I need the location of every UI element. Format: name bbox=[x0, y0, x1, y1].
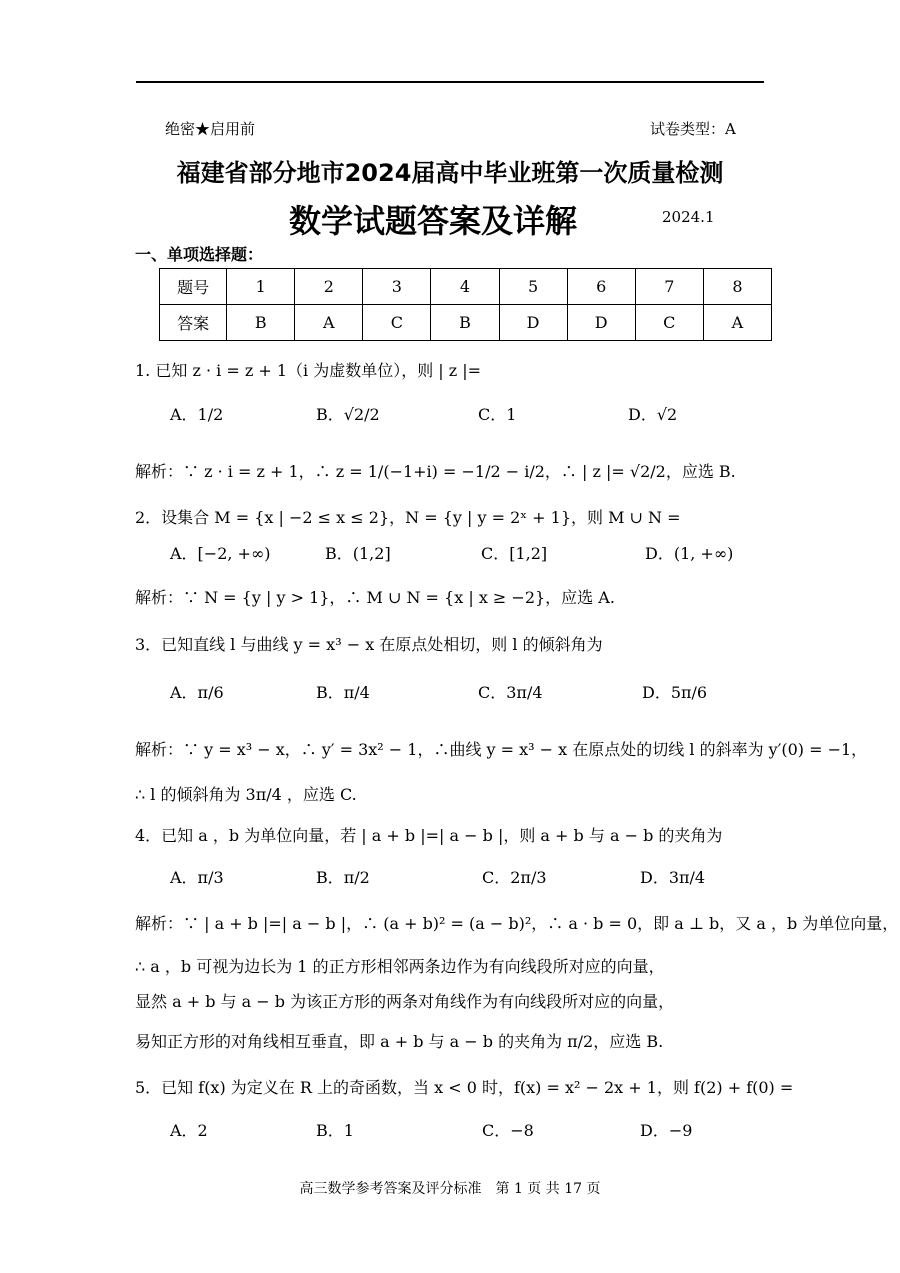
q1-option-b: B．√2/2 bbox=[316, 405, 380, 424]
secret-label: 绝密★启用前 bbox=[165, 120, 256, 138]
q2-option-b: B．(1,2] bbox=[325, 544, 391, 563]
table-row bbox=[160, 269, 772, 305]
table-cell: 1 bbox=[227, 269, 295, 305]
table-cell: 3 bbox=[363, 269, 431, 305]
top-rule bbox=[136, 81, 764, 83]
q1-stem: 1. 已知 z · i = z + 1（i 为虚数单位），则 | z |= bbox=[135, 361, 482, 380]
q2-option-d: D．(1, +∞) bbox=[645, 544, 734, 563]
q4-option-b: B．π/2 bbox=[316, 868, 370, 887]
table-cell: 4 bbox=[431, 269, 499, 305]
q1-option-d: D．√2 bbox=[628, 405, 678, 424]
table-cell: D bbox=[567, 305, 635, 341]
q3-option-d: D．5π/6 bbox=[642, 683, 708, 702]
q1-option-a: A．1/2 bbox=[170, 405, 224, 424]
q3-option-b: B．π/4 bbox=[316, 683, 370, 702]
q4-solution-line1: 解析：∵ | a + b |=| a − b |，∴ (a + b)² = (a − b)²，∴ a · b = 0，即 a ⊥ b，又 a ，b 为单位向量， bbox=[135, 914, 899, 933]
table-cell: 5 bbox=[499, 269, 567, 305]
section-heading: 一、单项选择题： bbox=[135, 245, 264, 264]
q3-solution-line1: 解析：∵ y = x³ − x，∴ y′ = 3x² − 1，∴曲线 y = x³ − x 在原点处的切线 l 的斜率为 y′(0) = −1， bbox=[135, 740, 868, 759]
q2-option-c: C．[1,2] bbox=[481, 544, 548, 563]
q3-option-c: C．3π/4 bbox=[478, 683, 543, 702]
title-line2: 数学试题答案及详解 bbox=[289, 202, 578, 240]
q4-option-c: C．2π/3 bbox=[482, 868, 547, 887]
q2-option-a: A．[−2, +∞) bbox=[170, 544, 271, 563]
table-cell: B bbox=[227, 305, 295, 341]
title-line1: 福建省部分地市2024届高中毕业班第一次质量检测 bbox=[176, 159, 724, 187]
q5-stem: 5．已知 f(x) 为定义在 R 上的奇函数，当 x < 0 时，f(x) = x² − 2x + 1，则 f(2) + f(0) = bbox=[135, 1078, 794, 1097]
table-cell: A bbox=[703, 305, 771, 341]
table-cell: 8 bbox=[703, 269, 771, 305]
q1-solution: 解析：∵ z · i = z + 1，∴ z = 1/(−1+i) = −1/2 − i/2，∴ | z |= √2/2，应选 B. bbox=[135, 462, 736, 481]
q4-stem: 4．已知 a ，b 为单位向量，若 | a + b |=| a − b |，则 a + b 与 a − b 的夹角为 bbox=[135, 826, 723, 845]
q4-solution-line4: 易知正方形的对角线相互垂直，即 a + b 与 a − b 的夹角为 π/2，应选 B. bbox=[135, 1032, 664, 1051]
page-footer: 高三数学参考答案及评分标准 第 1 页 共 17 页 bbox=[299, 1181, 601, 1197]
q3-solution-line2: ∴ l 的倾斜角为 3π/4 ，应选 C. bbox=[135, 785, 357, 804]
q3-option-a: A．π/6 bbox=[170, 683, 224, 702]
table-cell: C bbox=[635, 305, 703, 341]
q5-option-a: A．2 bbox=[170, 1121, 208, 1140]
table-cell: 2 bbox=[295, 269, 363, 305]
q4-solution-line2: ∴ a ，b 可视为边长为 1 的正方形相邻两条边作为有向线段所对应的向量， bbox=[135, 957, 665, 976]
q5-option-c: C．−8 bbox=[482, 1121, 534, 1140]
q1-option-c: C．1 bbox=[478, 405, 517, 424]
paper-type: 试卷类型：A bbox=[650, 120, 736, 138]
table-cell: C bbox=[363, 305, 431, 341]
date: 2024.1 bbox=[662, 208, 715, 226]
q5-option-d: D．−9 bbox=[640, 1121, 693, 1140]
table-cell: 7 bbox=[635, 269, 703, 305]
answer-table bbox=[159, 268, 772, 341]
table-row bbox=[160, 305, 772, 341]
q4-option-d: D．3π/4 bbox=[640, 868, 706, 887]
q4-option-a: A．π/3 bbox=[170, 868, 224, 887]
table-cell: 答案 bbox=[160, 305, 227, 341]
q4-solution-line3: 显然 a + b 与 a − b 为该正方形的两条对角线作为有向线段所对应的向量， bbox=[135, 992, 675, 1011]
table-cell: A bbox=[295, 305, 363, 341]
q2-solution: 解析：∵ N = {y | y > 1}，∴ M ∪ N = {x | x ≥ −2}，应选 A. bbox=[135, 588, 615, 607]
table-cell: B bbox=[431, 305, 499, 341]
q3-stem: 3．已知直线 l 与曲线 y = x³ − x 在原点处相切，则 l 的倾斜角为 bbox=[135, 635, 603, 654]
table-cell: 题号 bbox=[160, 269, 227, 305]
table-cell: 6 bbox=[567, 269, 635, 305]
q5-option-b: B．1 bbox=[316, 1121, 354, 1140]
q2-stem: 2．设集合 M = {x | −2 ≤ x ≤ 2}，N = {y | y = 2ˣ + 1}，则 M ∪ N = bbox=[135, 508, 681, 527]
table-cell: D bbox=[499, 305, 567, 341]
